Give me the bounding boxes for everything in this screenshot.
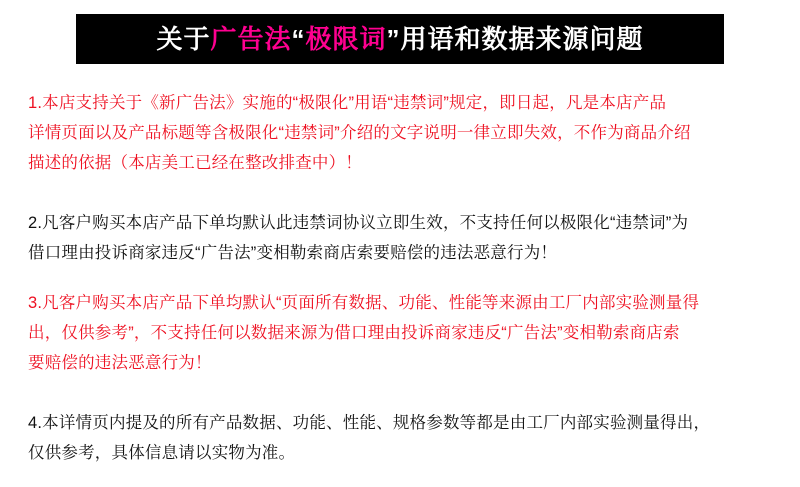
paragraph-3 xyxy=(28,288,772,378)
paragraph-line: 4.本详情页内提及的所有产品数据、功能、性能、规格参数等都是由工厂内部实验测量得出， xyxy=(28,414,711,432)
paragraph-line: 3.凡客户购买本店产品下单均默认“页面所有数据、功能、性能等来源由工厂内部实验测量得 xyxy=(28,294,700,312)
paragraph-line: 仅供参考，具体信息请以实物为准。 xyxy=(28,444,296,462)
banner-title xyxy=(156,26,643,52)
banner-segment: 关于 xyxy=(156,24,211,54)
banner-segment: 广告法 xyxy=(210,24,292,54)
banner-segment: ”用语和数据来源问题 xyxy=(386,24,644,54)
paragraph-4 xyxy=(28,408,772,468)
paragraph-line: 描述的依据（本店美工已经在整改排查中）！ xyxy=(28,154,362,172)
paragraph-line: 要赔偿的违法恶意行为！ xyxy=(28,354,212,372)
paragraph-2 xyxy=(28,208,772,268)
paragraph-line: 借口理由投诉商家违反“广告法”变相勒索商店索要赔偿的违法恶意行为！ xyxy=(28,244,558,262)
paragraph-line: 出，仅供参考”，不支持任何以数据来源为借口理由投诉商家违反“广告法”变相勒索商店索 xyxy=(28,324,680,342)
paragraph-line: 2.凡客户购买本店产品下单均默认此违禁词协议立即生效，不支持任何以极限化“违禁词”为 xyxy=(28,214,689,232)
banner-segment: 极限词 xyxy=(305,24,387,54)
paragraph-line: 1.本店支持关于《新广告法》实施的“极限化”用语“违禁词”规定，即日起，凡是本店产品 xyxy=(28,94,667,112)
paragraph-1 xyxy=(28,88,772,178)
banner-header xyxy=(76,14,724,64)
banner-segment: “ xyxy=(291,24,306,54)
paragraph-line: 详情页面以及产品标题等含极限化“违禁词”介绍的文字说明一律立即失效，不作为商品介绍 xyxy=(28,124,691,142)
